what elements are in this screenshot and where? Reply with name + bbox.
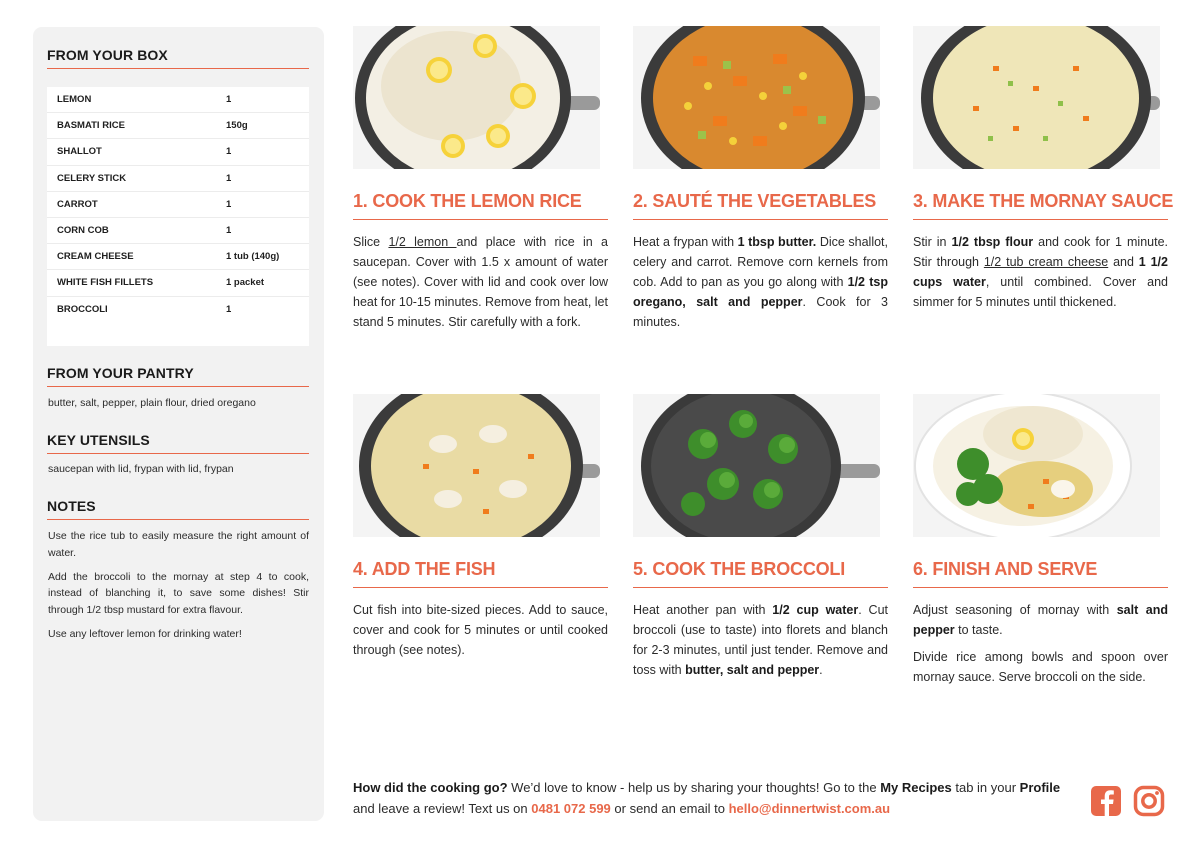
ingredient-row (47, 87, 309, 113)
phone-number[interactable]: 0481 072 599 (531, 801, 611, 816)
ingredient-row (47, 297, 309, 323)
ingredient-name: CORN COB (57, 225, 109, 237)
ingredient-name: BROCCOLI (57, 304, 108, 316)
step-paragraph: Adjust seasoning of mornay with salt and pepper to taste. (913, 603, 1168, 637)
step-instructions: Heat another pan with 1/2 cup water. Cut broccoli (use to taste) into florets and blanch for 2-3 minutes, until just tender. Remove and toss with butter, salt and pepper. (633, 603, 889, 677)
ingredient-row (47, 166, 309, 192)
ingredient-name: LEMON (57, 94, 92, 106)
step-paragraph: Divide rice among bowls and spoon over mornay sauce. Serve broccoli on the side. (913, 650, 1168, 684)
vegetables-photo (633, 26, 880, 169)
ingredient-row (47, 244, 309, 270)
ingredient-qty: 1 (226, 146, 232, 158)
step-6 (913, 394, 1168, 687)
served-dish-photo (913, 394, 1160, 537)
fish-photo (353, 394, 600, 537)
step-title: 4. ADD THE FISH (353, 559, 608, 588)
feedback-footer: How did the cooking go? We’d love to know - help us by sharing your thoughts! Go to the My Recipes tab in your Profile and leave a review! Text us on 0481 072 599 or send an email to hello@dinnertwist.com.au (353, 780, 1061, 816)
ingredient-qty: 1 (226, 172, 232, 184)
ingredient-qty: 1 (226, 94, 232, 106)
broccoli-photo (633, 394, 880, 537)
from-your-box-heading: FROM YOUR BOX (47, 47, 309, 69)
notes-heading: NOTES (47, 498, 309, 520)
ingredient-row (47, 139, 309, 165)
note-item: Add the broccoli to the mornay at step 4 to cook, instead of blanching it, to save some dishes! Stir through 1/2 tbsp mustard for extra flavour. (48, 570, 309, 617)
mornay-sauce-image (913, 26, 1160, 169)
step-2 (633, 26, 888, 332)
step-title: 6. FINISH AND SERVE (913, 559, 1168, 588)
ingredient-name: BASMATI RICE (57, 120, 125, 132)
ingredient-row (47, 270, 309, 296)
mornay-sauce-photo (913, 26, 1160, 169)
step-1 (353, 26, 608, 332)
step-instructions: Cut fish into bite-sized pieces. Add to sauce, cover and cook for 5 minutes or until cooked through (see notes). (353, 603, 608, 657)
fish-mornay-image (353, 394, 600, 537)
ingredients-table (47, 87, 309, 346)
ingredient-name: CREAM CHEESE (57, 251, 134, 263)
ingredient-row (47, 218, 309, 244)
step-5 (633, 394, 888, 680)
ingredient-name: CELERY STICK (57, 172, 127, 184)
sauteed-vegetables-image (633, 26, 880, 169)
utensils-list: saucepan with lid, frypan with lid, frypan (48, 463, 234, 475)
ingredient-name: SHALLOT (57, 146, 102, 158)
step-4 (353, 394, 608, 660)
ingredient-name: WHITE FISH FILLETS (57, 277, 154, 289)
step-instructions: Stir in 1/2 tbsp flour and cook for 1 minute. Stir through 1/2 tub cream cheese and 1 1/2 cups water, until combined. Cover and simmer for 5 minutes until thickened. (913, 235, 1168, 309)
ingredient-qty: 1 tub (140g) (226, 251, 280, 263)
ingredient-row (47, 113, 309, 139)
lemon-rice-photo (353, 26, 600, 169)
ingredient-row (47, 192, 309, 218)
from-your-pantry-heading: FROM YOUR PANTRY (47, 365, 309, 387)
facebook-icon[interactable] (1090, 785, 1122, 817)
note-item: Use the rice tub to easily measure the right amount of water. (48, 530, 309, 559)
notes-list (48, 528, 309, 650)
ingredient-qty: 1 (226, 198, 232, 210)
step-title: 5. COOK THE BROCCOLI (633, 559, 888, 588)
ingredient-qty: 1 packet (226, 277, 265, 289)
step-instructions (913, 600, 1168, 687)
step-3 (913, 26, 1174, 312)
note-item: Use any leftover lemon for drinking water! (48, 627, 242, 640)
step-title: 1. COOK THE LEMON RICE (353, 191, 608, 220)
served-bowl-image (913, 394, 1160, 537)
email-link[interactable]: hello@dinnertwist.com.au (728, 801, 891, 816)
broccoli-image (633, 394, 880, 537)
step-instructions: Slice 1/2 lemon and place with rice in a saucepan. Cover with 1.5 x amount of water (see notes). Cover with lid and cook over low heat for 10-15 minutes. Remove from heat, let stand 5 minutes. Stir carefully with a fork. (353, 235, 608, 329)
step-instructions: Heat a frypan with 1 tbsp butter. Dice shallot, celery and carrot. Remove corn kernels from cob. Add to pan as you go along with 1/2 tsp oregano, salt and pepper. Cook for 3 minutes. (633, 235, 889, 329)
ingredient-qty: 1 (226, 304, 232, 316)
key-utensils-heading: KEY UTENSILS (47, 432, 309, 454)
ingredient-name: CARROT (57, 198, 98, 210)
lemon-rice-image (353, 26, 600, 169)
ingredient-qty: 1 (226, 225, 232, 237)
sidebar (33, 27, 324, 821)
step-title: 2. SAUTÉ THE VEGETABLES (633, 191, 888, 220)
ingredient-qty: 150g (226, 120, 248, 132)
step-title: 3. MAKE THE MORNAY SAUCE (913, 191, 1168, 220)
instagram-icon[interactable] (1133, 785, 1165, 817)
pantry-list: butter, salt, pepper, plain flour, dried oregano (48, 397, 256, 409)
